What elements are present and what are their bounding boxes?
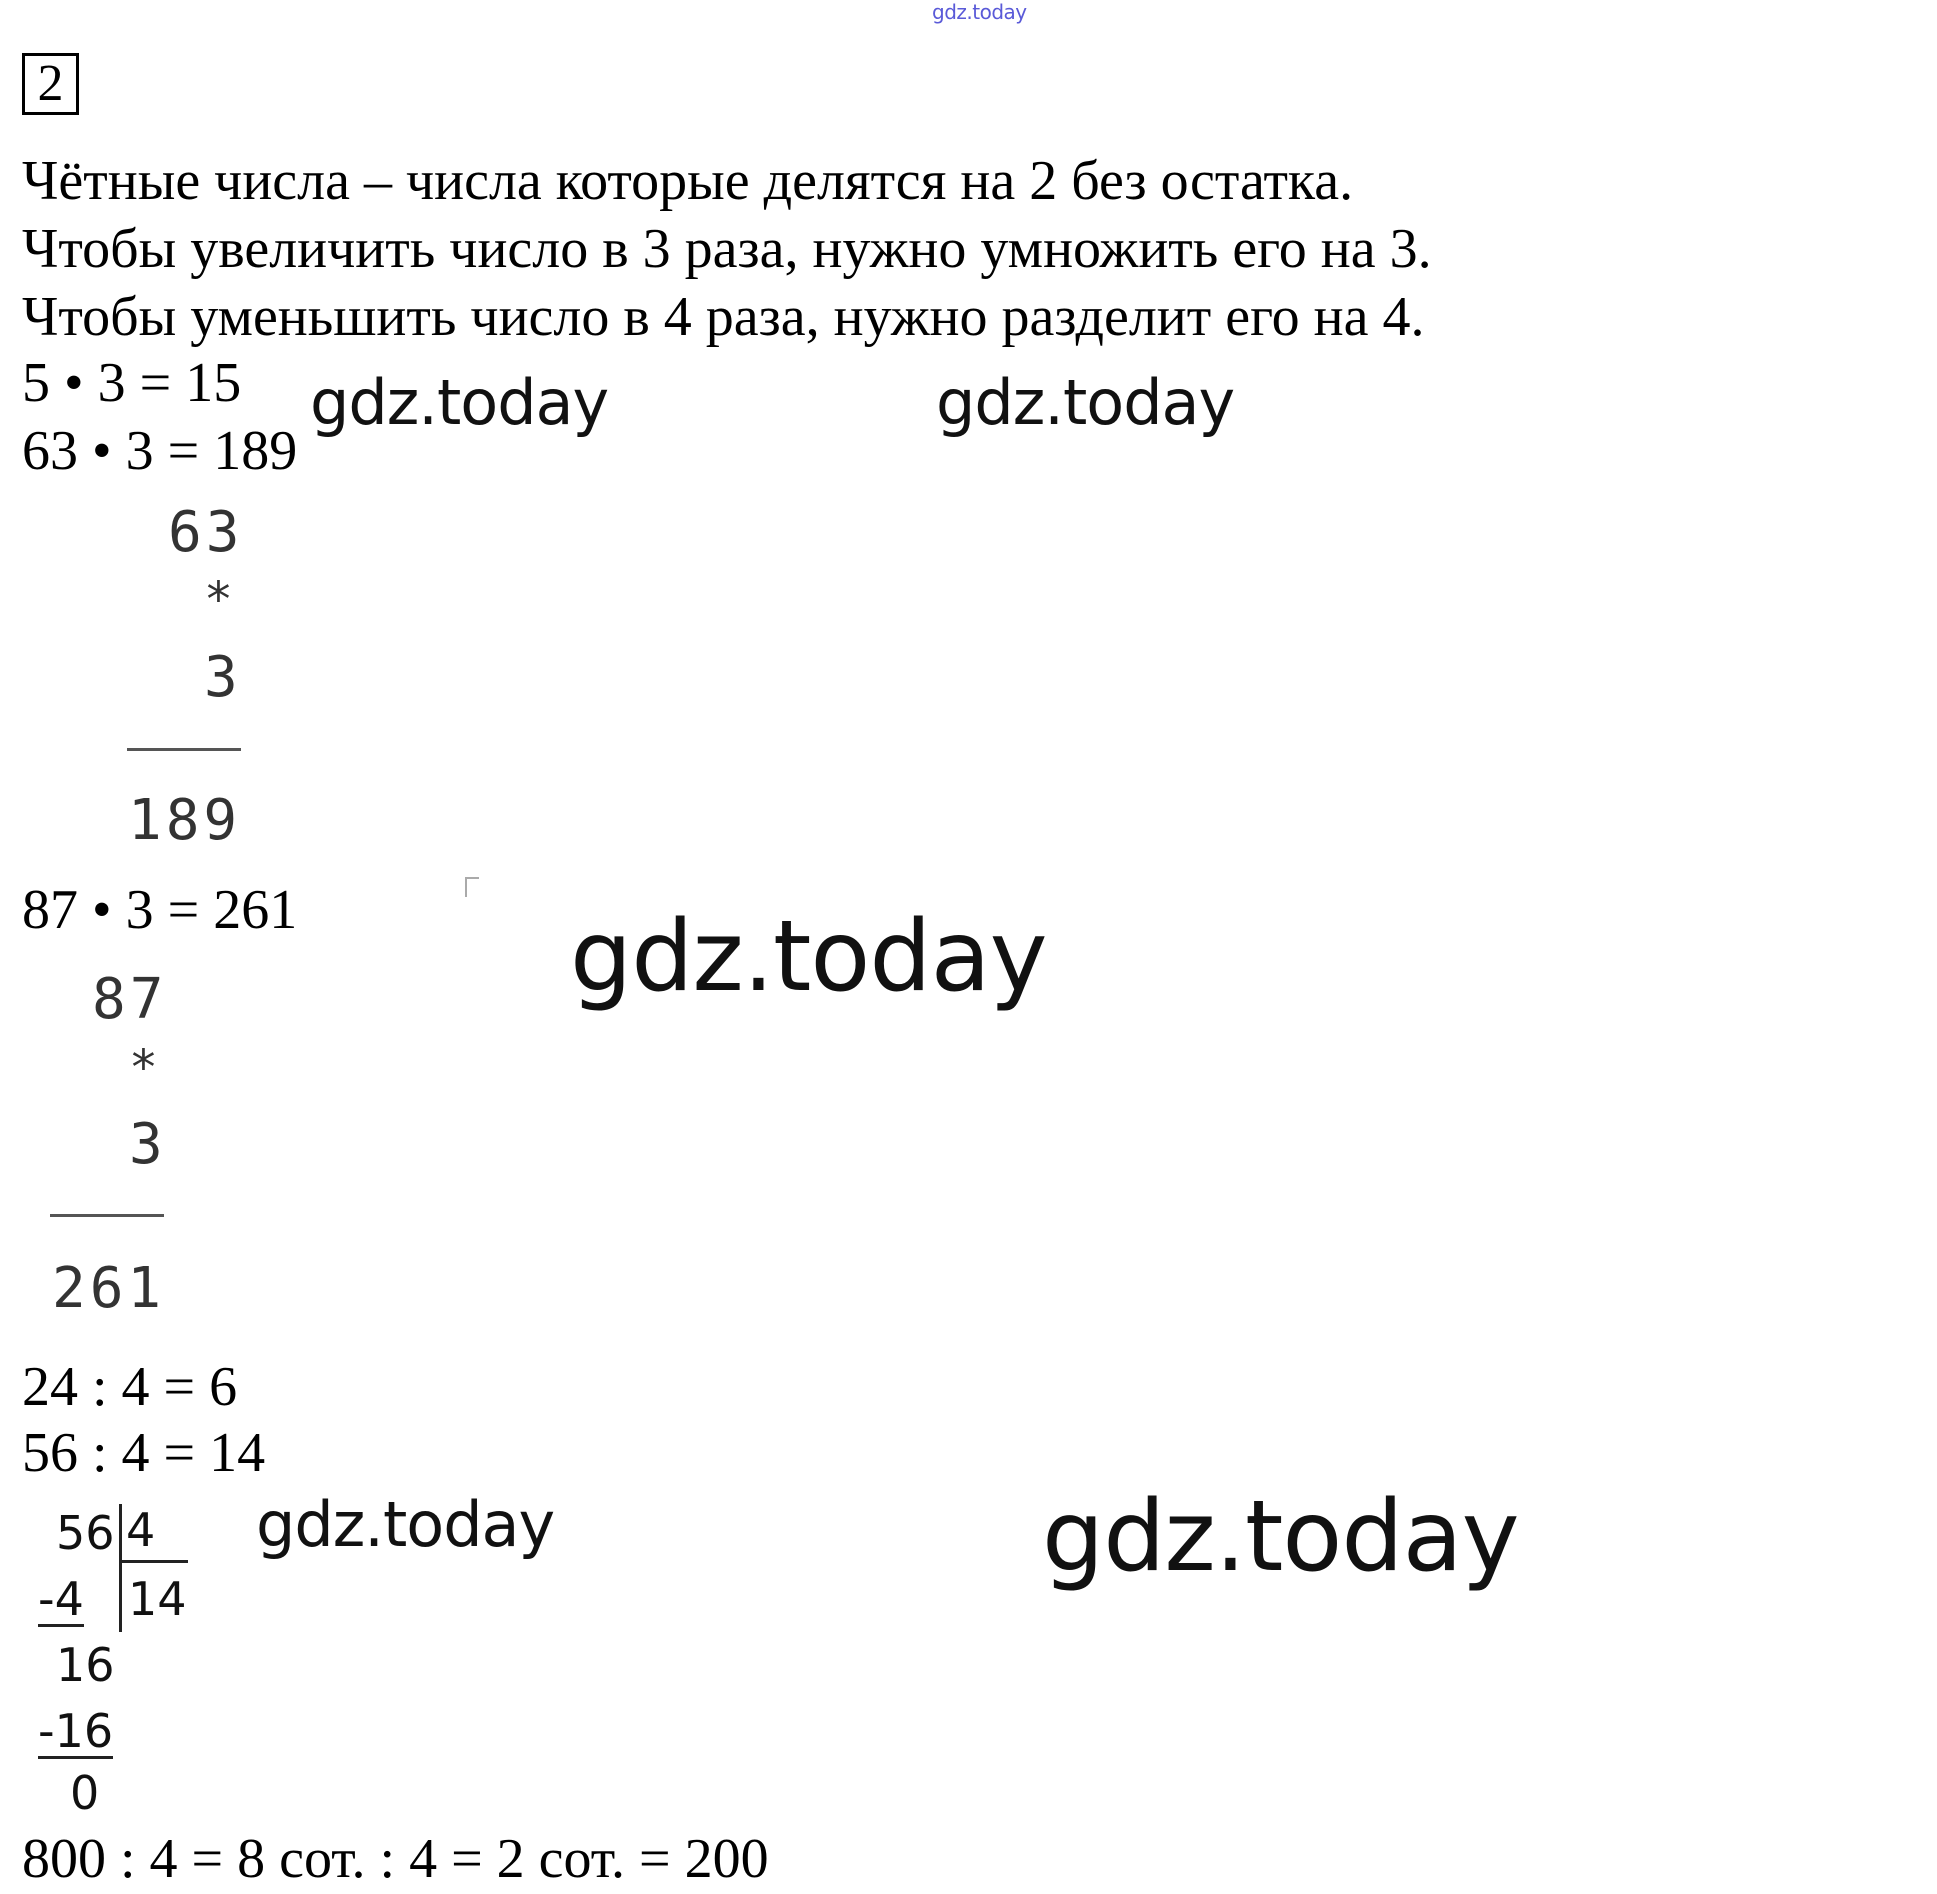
mult2-rule (50, 1214, 164, 1217)
rule-decrease: Чтобы уменьшить число в 4 раза, нужно разделит его на 4. (22, 286, 1425, 348)
mult2-operator: * (129, 1040, 162, 1096)
watermark-5: gdz.today (1042, 1480, 1519, 1594)
equation-5x3: 5 • 3 = 15 (22, 352, 242, 414)
division-quotient: 14 (128, 1572, 187, 1626)
division-subtract-1: -4 (38, 1572, 84, 1626)
watermark-1: gdz.today (310, 366, 609, 439)
watermark-top: gdz.today (932, 0, 1027, 24)
equation-56div4: 56 : 4 = 14 (22, 1422, 266, 1484)
division-dividend: 56 (56, 1506, 115, 1560)
mult1-result: 189 (128, 788, 242, 853)
mult2-multiplicand: 87 (92, 967, 168, 1032)
equation-63x3: 63 • 3 = 189 (22, 420, 298, 482)
equation-87x3: 87 • 3 = 261 (22, 879, 298, 941)
rule-even-numbers: Чётные числа – числа которые делятся на 2 без остатка. (22, 150, 1354, 212)
division-vertical-line (119, 1504, 122, 1632)
division-divisor: 4 (126, 1503, 156, 1557)
watermark-4: gdz.today (256, 1488, 555, 1561)
mult2-multiplier: 3 (129, 1112, 167, 1177)
mult1-operator: * (204, 572, 237, 628)
division-horizontal-line (121, 1560, 188, 1563)
watermark-3: gdz.today (570, 900, 1047, 1014)
division-remainder-1: 16 (56, 1638, 115, 1692)
mult1-multiplier: 3 (204, 645, 242, 710)
division-subtract-2: -16 (38, 1704, 114, 1758)
mult2-result: 261 (52, 1256, 166, 1321)
corner-mark (465, 877, 479, 897)
equation-800div4: 800 : 4 = 8 сот. : 4 = 2 сот. = 200 (22, 1828, 769, 1890)
division-remainder-2: 0 (70, 1766, 100, 1820)
watermark-2: gdz.today (936, 366, 1235, 439)
rule-increase: Чтобы увеличить число в 3 раза, нужно умножить его на 3. (22, 218, 1432, 280)
equation-24div4: 24 : 4 = 6 (22, 1356, 238, 1418)
mult1-rule (127, 748, 241, 751)
task-number-box: 2 (22, 53, 79, 115)
mult1-multiplicand: 63 (168, 500, 244, 565)
